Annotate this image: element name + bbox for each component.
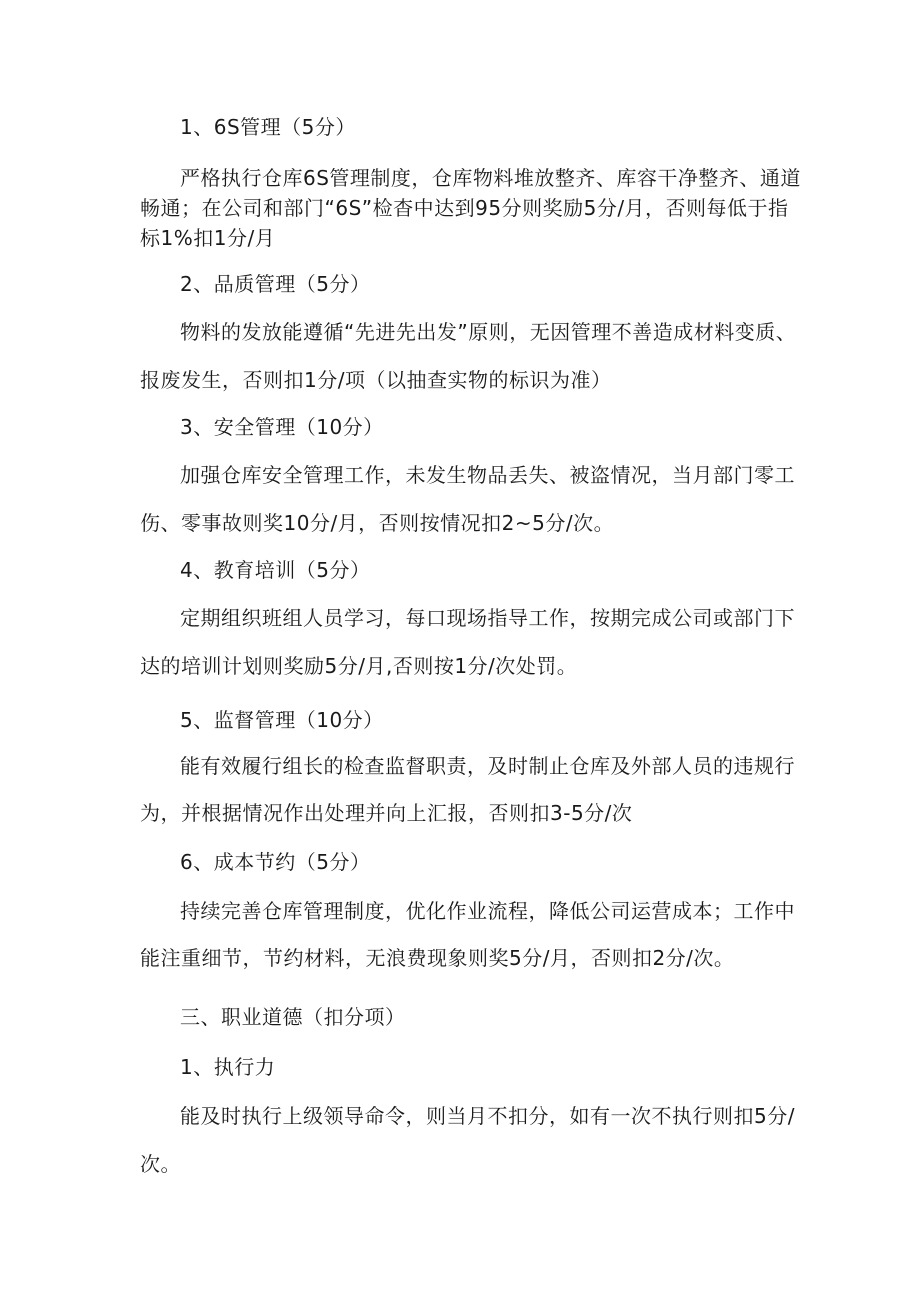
section-1-line-2: 畅通；在公司和部门“6S”检杳中达到95分则奖励5分/月，否则每低于指 [140, 196, 789, 220]
section-5-line-1: 能有效履行组长的检查监督职责，及时制止仓库及外部人员的违规行 [180, 754, 795, 778]
section-5-heading: 5、监督管理（10分） [180, 708, 384, 732]
section-1-line-1: 严格执行仓库6S管理制度，仓库物料堆放整齐、库容干净整齐、通道 [180, 166, 801, 190]
section-3-heading: 3、安全管理（10分） [180, 415, 384, 439]
part-3-title: 三、职业道德（扣分项） [180, 1005, 406, 1029]
section-2-heading: 2、品质管理（5分） [180, 272, 371, 296]
part-3-line-1: 能及时执行上级领导命令，则当月不扣分，如有一次不执行则扣5分/ [180, 1104, 795, 1128]
section-2-line-2: 报废发生，否则扣1分/项（以抽查实物的标识为准） [140, 368, 612, 392]
section-1-line-3: 标1%扣1分/月 [140, 226, 276, 250]
section-4-heading: 4、教育培训（5分） [180, 558, 371, 582]
section-1-heading: 1、6S管理（5分） [180, 115, 356, 139]
section-6-line-1: 持续完善仓库管理制度，优化作业流程，降低公司运营成本；工作中 [180, 899, 795, 923]
section-2-line-1: 物料的发放能遵循“先进先出发”原则，无因管理不善造成材料变质、 [180, 320, 797, 344]
section-4-line-1: 定期组织班组人员学习，每口现场指导工作，按期完成公司或部门下 [180, 606, 795, 630]
part-3-line-2: 次。 [140, 1152, 181, 1176]
section-6-heading: 6、成本节约（5分） [180, 850, 371, 874]
section-5-line-2: 为，并根据情况作出处理并向上汇报，否则扣3-5分/次 [140, 801, 633, 825]
section-4-line-2: 达的培训计划则奖励5分/月,否则按1分/次处罚。 [140, 654, 578, 678]
section-3-line-1: 加强仓库安全管理工作，未发生物品丢失、被盗情况，当月部门零工 [180, 463, 795, 487]
section-3-line-2: 伤、零事故则奖10分/月，否则按情况扣2~5分/次。 [140, 511, 615, 535]
section-6-line-2: 能注重细节，节约材料，无浪费现象则奖5分/月，否则扣2分/次。 [140, 946, 735, 970]
part-3-heading: 1、执行力 [180, 1055, 276, 1079]
